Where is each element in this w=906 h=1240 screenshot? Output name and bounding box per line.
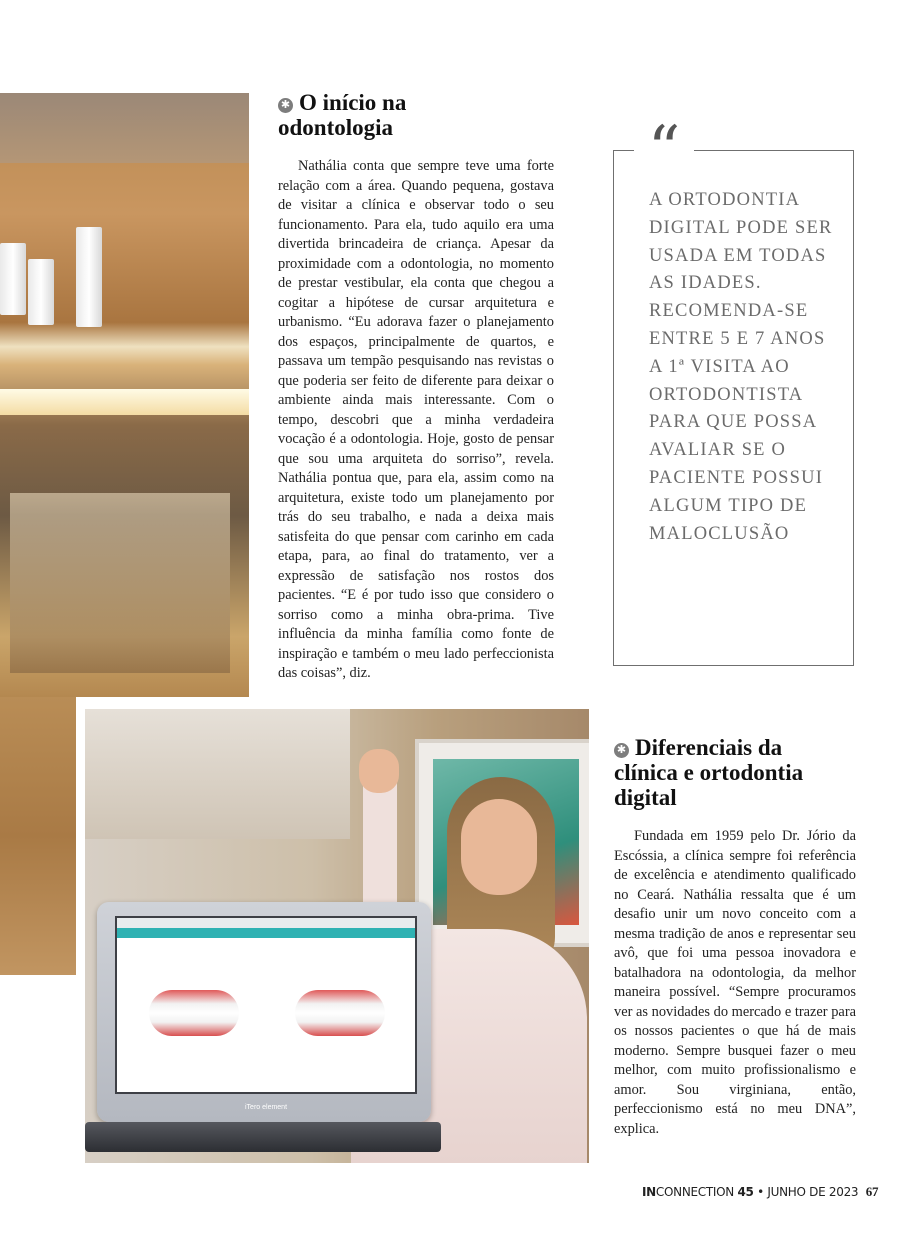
- screen-title-bar: [117, 918, 415, 928]
- section-title-line: O início na: [299, 90, 407, 115]
- clinic-interior-photo: [0, 93, 249, 697]
- scanner-screen: [115, 916, 417, 1094]
- teeth-model-icon: [149, 990, 239, 1036]
- ceiling-panel: [0, 93, 249, 163]
- screen-toolbar: [117, 928, 415, 938]
- quote-mark-icon: “: [634, 118, 694, 170]
- face: [461, 799, 537, 895]
- scanner-monitor: [97, 902, 431, 1122]
- section-title-diferenciais: [614, 735, 874, 810]
- section-title-line: clínica e ortodontia: [614, 760, 804, 785]
- section-title-inicio: [278, 90, 578, 140]
- wood-panel-photo: [0, 697, 76, 975]
- glass-display-shelf: [10, 493, 230, 673]
- led-light-strip: [0, 389, 249, 415]
- spot-light: [0, 243, 26, 315]
- scanner-base: [85, 1122, 441, 1152]
- device-brand-label: iTero element: [245, 1104, 288, 1111]
- section-title-line: digital: [614, 785, 677, 810]
- footer-separator: •: [757, 1185, 764, 1199]
- section-body-diferenciais: Fundada em 1959 pelo Dr. Jório da Escóssia, a clínica sempre foi referência de excelência e atendimento qualificado no Ceará. Nathália ressalta que é um desafio unir um novo conceito com a mesma tradição de anos e representar seu avô, que foi uma pessoa inovadora e batalhadora na odontologia, da melhor maneira possível. “Sempre procuramos ver as novidades do mercado e trazer para os nossos pacientes o que há de mais moderno. Sempre busquei fazer o meu melhor, com muito profissionalismo e amor. Sou virginiana, então, perfeccionismo está no meu DNA”, explica.: [614, 828, 856, 1137]
- issue-number: 45: [737, 1185, 754, 1199]
- spot-light: [76, 227, 102, 327]
- pull-quote-text: A ORTODONTIA DIGITAL PODE SER USADA EM TODAS AS IDADES. RECOMENDA-SE ENTRE 5 E 7 ANOS A 1ª VISITA AO ORTODONTISTA PARA QUE POSSA AVALIAR SE O PACIENTE POSSUI ALGUM TIPO DE MALOCLUSÃO: [649, 190, 833, 544]
- spot-light: [28, 259, 54, 325]
- star-bullet-icon: ✱: [614, 743, 629, 758]
- section-title-line: odontologia: [278, 115, 394, 140]
- intraoral-scanner-device: [85, 894, 441, 1163]
- issue-date: JUNHO DE 2023: [767, 1185, 859, 1199]
- page-footer: [642, 1184, 879, 1204]
- magazine-name-prefix: IN: [642, 1185, 656, 1199]
- star-bullet-icon: ✱: [278, 98, 293, 113]
- magazine-name-suffix: CONNECTION: [655, 1185, 734, 1199]
- section-title-line: Diferenciais da: [635, 735, 783, 760]
- page-number: 67: [865, 1184, 879, 1199]
- teeth-model-icon: [295, 990, 385, 1036]
- section-body-inicio: Nathália conta que sempre teve uma forte relação com a área. Quando pequena, gostava de visitar a clínica e observar todo o seu funcionamento. Para ela, tudo aquilo era uma divertida brincadeira de criança. Apesar da proximidade com a odontologia, no momento de prestar vestibular, ela conta que chegou a cogitar a hipótese de cursar arquitetura e urbanismo. “Eu adorava fazer o planejamento dos espaços, principalmente de quartos, e passava um tempão pesquisando nas revistas o que poderia ser feito de diferente para deixar o ambiente ainda mais interessante. Com o tempo, descobri que a minha verdadeira vocação é a odontologia. Hoje, gosto de pensar que sou uma arquiteta do sorriso”, revela. Nathália pontua que, para ela, assim como na arquitetura, existe todo um planejamento por trás do seu trabalho, e nada a deixa mais satisfeita do que pensar com carinho em cada etapa, para, ao final do tratamento, ver a expressão de satisfação nos rostos dos pacientes. “E é por tudo isso que considero o sorriso como a minha obra-prima. Tive influência da minha família como fonte de inspiração e também o meu lado perfeccionista das coisas”, diz.: [278, 158, 554, 681]
- cabinet: [85, 709, 350, 839]
- hand-holding-aligner: [359, 749, 399, 793]
- dentist-with-scanner-photo: [85, 709, 589, 1163]
